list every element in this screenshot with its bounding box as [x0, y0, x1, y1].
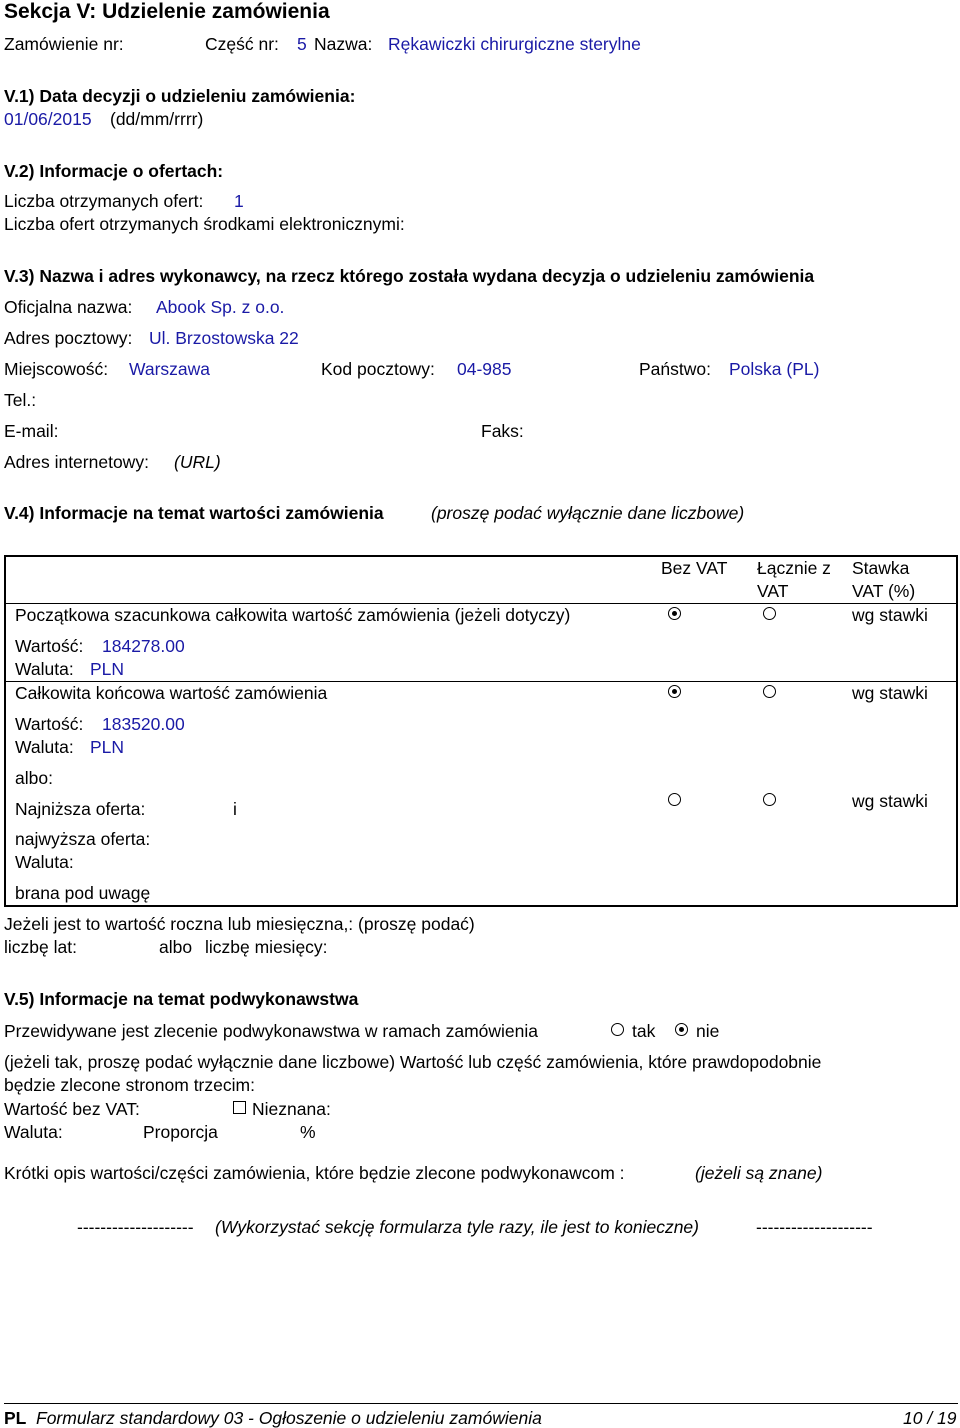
order-number-label: Zamówienie nr: — [4, 34, 124, 54]
official-name-value: Abook Sp. z o.o. — [156, 297, 285, 317]
postal-code-value: 04-985 — [457, 359, 512, 379]
subcontract-no-radio[interactable] — [675, 1023, 688, 1036]
website-hint: (URL) — [174, 452, 221, 472]
tel-label: Tel.: — [4, 390, 37, 410]
offers-received-label: Liczba otrzymanych ofert: — [4, 191, 204, 211]
email-label: E-mail: — [4, 421, 59, 441]
final-amount-label: Wartość: — [15, 714, 84, 734]
subcontract-no-label: nie — [696, 1021, 720, 1041]
unknown-checkbox[interactable] — [233, 1101, 246, 1114]
footer-page-number: 10 / 19 — [903, 1408, 957, 1428]
range-currency-label: Waluta: — [15, 852, 74, 872]
postal-address-label: Adres pocztowy: — [4, 328, 133, 348]
note-dashes-left: -------------------- — [77, 1217, 194, 1237]
initial-rate: wg stawki — [852, 605, 928, 625]
offers-electronic-label: Liczba ofert otrzymanych środkami elektronicznymi: — [4, 214, 405, 234]
final-rate: wg stawki — [852, 683, 928, 703]
city-label: Miejscowość: — [4, 359, 109, 379]
v2-heading: V.2) Informacje o ofertach: — [4, 161, 224, 181]
initial-currency-label: Waluta: — [15, 659, 74, 679]
fax-label: Faks: — [481, 421, 524, 441]
date-format-hint: (dd/mm/rrrr) — [110, 109, 204, 129]
part-label: Część nr: — [205, 34, 279, 54]
note-text: (Wykorzystać sekcję formularza tyle razy, ile jest to konieczne) — [215, 1217, 699, 1237]
subcontract-description-hint: (jeżeli są znane) — [695, 1163, 823, 1183]
col-gross-header-1: Łącznie z — [757, 558, 831, 578]
initial-amount-value: 184278.00 — [102, 636, 185, 656]
subcontract-question: Przewidywane jest zlecenie podwykonawstwa w ramach zamówienia — [4, 1021, 538, 1041]
country-label: Państwo: — [639, 359, 711, 379]
final-currency-value: PLN — [90, 737, 125, 757]
website-label: Adres internetowy: — [4, 452, 149, 472]
or-months-label: albo — [159, 937, 193, 957]
footer-country: PL — [4, 1408, 27, 1428]
range-rate: wg stawki — [852, 791, 928, 811]
years-label: liczbę lat: — [4, 937, 77, 957]
final-gross-radio[interactable] — [763, 685, 776, 698]
official-name-label: Oficjalna nazwa: — [4, 297, 133, 317]
initial-net-radio[interactable] — [668, 607, 681, 620]
and-label: i — [233, 799, 237, 819]
subcontract-description-label: Krótki opis wartości/części zamówienia, które będzie zlecone podwykonawcom : — [4, 1163, 625, 1183]
country-value: Polska (PL) — [729, 359, 820, 379]
section-title: Sekcja V: Udzielenie zamówienia — [4, 0, 330, 23]
initial-value-label: Początkowa szacunkowa całkowita wartość zamówienia (jeżeli dotyczy) — [15, 605, 571, 625]
v3-heading: V.3) Nazwa i adres wykonawcy, na rzecz którego została wydana decyzja o udzieleniu zamówienia — [4, 266, 815, 286]
name-value: Rękawiczki chirurgiczne sterylne — [388, 34, 641, 54]
col-net-header: Bez VAT — [661, 558, 728, 578]
postal-code-label: Kod pocztowy: — [321, 359, 435, 379]
range-net-radio[interactable] — [668, 793, 681, 806]
final-amount-value: 183520.00 — [102, 714, 185, 734]
col-gross-header-2: VAT — [757, 581, 789, 601]
subcontract-yes-radio[interactable] — [611, 1023, 624, 1036]
percent-sign: % — [300, 1122, 316, 1142]
range-gross-radio[interactable] — [763, 793, 776, 806]
considered-label: brana pod uwagę — [15, 883, 151, 903]
table-divider — [6, 603, 956, 604]
decision-date: 01/06/2015 — [4, 109, 92, 129]
name-label: Nazwa: — [314, 34, 373, 54]
subcontract-currency-label: Waluta: — [4, 1122, 63, 1142]
subcontract-yes-label: tak — [632, 1021, 656, 1041]
initial-gross-radio[interactable] — [763, 607, 776, 620]
col-rate-header-1: Stawka — [852, 558, 910, 578]
months-label: liczbę miesięcy: — [205, 937, 328, 957]
col-rate-header-2: VAT (%) — [852, 581, 916, 601]
postal-address-value: Ul. Brzostowska 22 — [149, 328, 299, 348]
city-value: Warszawa — [129, 359, 211, 379]
final-net-radio[interactable] — [668, 685, 681, 698]
highest-offer-label: najwyższa oferta: — [15, 829, 151, 849]
footer-form-name: Formularz standardowy 03 - Ogłoszenie o udzieleniu zamówienia — [36, 1408, 542, 1428]
subcontract-info-line1: (jeżeli tak, proszę podać wyłącznie dane liczbowe) Wartość lub część zamówienia, które prawdopodobnie — [4, 1052, 822, 1072]
note-dashes-right: -------------------- — [756, 1217, 873, 1237]
initial-currency-value: PLN — [90, 659, 125, 679]
v4-heading: V.4) Informacje na temat wartości zamówienia — [4, 503, 384, 523]
proportion-label: Proporcja — [143, 1122, 218, 1142]
initial-amount-label: Wartość: — [15, 636, 84, 656]
footer-divider — [4, 1403, 958, 1404]
v4-heading-hint: (proszę podać wyłącznie dane liczbowe) — [431, 503, 745, 523]
table-divider — [6, 681, 956, 682]
v1-heading: V.1) Data decyzji o udzieleniu zamówienia: — [4, 86, 356, 106]
lowest-offer-label: Najniższa oferta: — [15, 799, 146, 819]
subcontract-info-line2: będzie zlecone stronom trzecim: — [4, 1075, 255, 1095]
final-currency-label: Waluta: — [15, 737, 74, 757]
offers-received-value: 1 — [234, 191, 244, 211]
annual-monthly-label: Jeżeli jest to wartość roczna lub miesięczna,: (proszę podać) — [4, 914, 475, 934]
net-value-label: Wartość bez VAT: — [4, 1099, 140, 1119]
final-value-label: Całkowita końcowa wartość zamówienia — [15, 683, 328, 703]
or-label: albo: — [15, 768, 53, 788]
part-value: 5 — [297, 34, 307, 54]
unknown-label: Nieznana: — [252, 1099, 331, 1119]
v5-heading: V.5) Informacje na temat podwykonawstwa — [4, 989, 359, 1009]
